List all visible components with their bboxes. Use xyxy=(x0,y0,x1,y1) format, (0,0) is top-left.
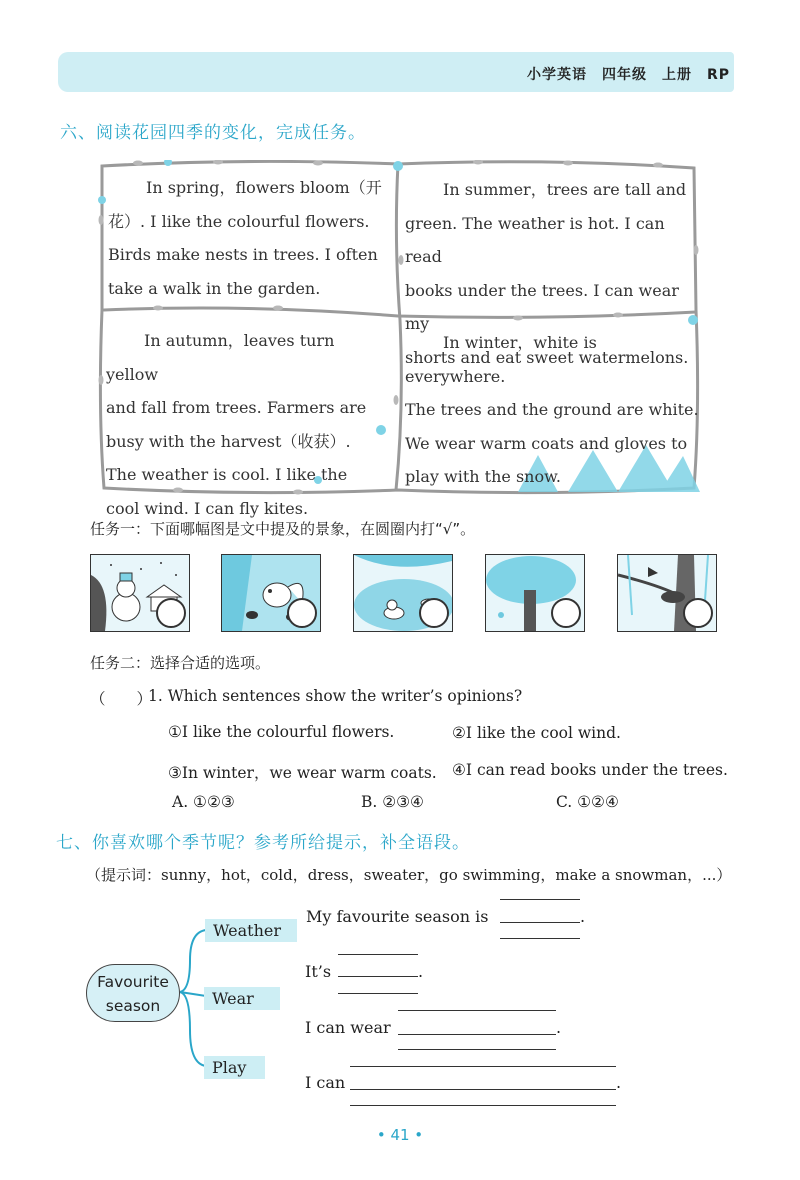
spring-paragraph xyxy=(108,171,393,305)
spring-line: In spring，flowers bloom（开 xyxy=(146,178,382,197)
line3-label: I can wear xyxy=(305,1018,391,1037)
page-number: • 41 • xyxy=(376,1126,424,1144)
summer-line: shorts and eat sweet watermelons. xyxy=(405,347,689,367)
spring-line: take a walk in the garden. xyxy=(108,278,321,298)
answer-circle[interactable] xyxy=(156,598,186,628)
winter-line: In winter，white is everywhere. xyxy=(405,333,597,386)
summer-line: books under the trees. I can wear my xyxy=(405,280,679,333)
answer-circle[interactable] xyxy=(287,598,317,628)
q1-question: 1. Which sentences show the writer’s opinions? xyxy=(148,687,523,705)
blank-line[interactable] xyxy=(398,1034,556,1035)
choice-c[interactable]: C. ①②④ xyxy=(556,793,619,811)
blank-line[interactable] xyxy=(338,993,418,994)
period: . xyxy=(418,962,424,981)
picture-nest xyxy=(617,554,717,632)
center-node-line1: Favourite xyxy=(97,973,169,991)
winter-line: play with the snow. xyxy=(405,467,561,486)
choice-b[interactable]: B. ②③④ xyxy=(361,793,424,811)
answer-circle[interactable] xyxy=(419,598,449,628)
period: . xyxy=(616,1073,622,1092)
autumn-line: The weather is cool. I like the xyxy=(106,465,348,484)
task2-label: 任务二：选择合适的选项。 xyxy=(90,654,271,672)
hint-words: （提示词：sunny，hot，cold，dress，sweater，go swimming，make a snowman，...） xyxy=(86,866,732,884)
choice-a[interactable]: A. ①②③ xyxy=(172,793,235,811)
summer-line: In summer，trees are tall and xyxy=(443,180,687,199)
option-4: ④I can read books under the trees. xyxy=(452,761,728,779)
blank-line[interactable] xyxy=(350,1066,616,1067)
autumn-line: cool wind. I can fly kites. xyxy=(106,498,309,518)
branch-play: Play xyxy=(204,1056,265,1079)
q1-answer-paren[interactable]: （ ） xyxy=(90,690,153,708)
blank-line[interactable] xyxy=(500,899,580,900)
header-text: 小学英语 四年级 上册 RP xyxy=(526,67,730,83)
autumn-paragraph xyxy=(106,324,391,525)
line4-label: I can xyxy=(305,1073,346,1092)
section6-title: 六、阅读花园四季的变化，完成任务。 xyxy=(60,123,366,143)
winter-line: We wear warm coats and gloves to xyxy=(405,433,688,453)
blank-line[interactable] xyxy=(338,976,418,977)
blank-line[interactable] xyxy=(350,1089,616,1090)
period: . xyxy=(556,1018,562,1037)
blank-line[interactable] xyxy=(500,922,580,923)
autumn-line: In autumn，leaves turn yellow xyxy=(106,331,335,384)
spring-line: 花）. I like the colourful flowers. xyxy=(108,211,370,231)
picture-tree xyxy=(485,554,585,632)
spring-line: Birds make nests in trees. I often xyxy=(108,245,378,264)
center-node xyxy=(86,964,180,1022)
branch-weather: Weather xyxy=(205,919,297,942)
option-3: ③In winter，we wear warm coats. xyxy=(168,764,437,782)
picture-squirrel xyxy=(221,554,321,632)
branch-wear: Wear xyxy=(204,987,280,1010)
option-1: ①I like the colourful flowers. xyxy=(168,723,395,741)
center-node-line2: season xyxy=(105,997,161,1015)
option-2: ②I like the cool wind. xyxy=(452,724,621,742)
autumn-line: and fall from trees. Farmers are xyxy=(106,398,367,417)
answer-circle[interactable] xyxy=(551,598,581,628)
winter-paragraph xyxy=(405,326,700,494)
blank-line[interactable] xyxy=(350,1105,616,1106)
blank-line[interactable] xyxy=(398,1049,556,1050)
picture-pond xyxy=(353,554,453,632)
blank-line[interactable] xyxy=(338,954,418,955)
answer-circle[interactable] xyxy=(683,598,713,628)
winter-line: The trees and the ground are white. xyxy=(405,400,699,419)
autumn-line: busy with the harvest（收获）. xyxy=(106,431,351,451)
blank-line[interactable] xyxy=(398,1010,556,1011)
line2-label: It’s xyxy=(305,962,332,981)
summer-line: green. The weather is hot. I can read xyxy=(405,213,665,266)
blank-line[interactable] xyxy=(500,938,580,939)
period: . xyxy=(580,907,586,926)
line1-label: My favourite season is xyxy=(306,907,489,926)
section7-title: 七、你喜欢哪个季节呢？参考所给提示，补全语段。 xyxy=(56,833,470,853)
task1-label: 任务一：下面哪幅图是文中提及的景象，在圆圈内打“√”。 xyxy=(90,520,476,538)
picture-snowman xyxy=(90,554,190,632)
